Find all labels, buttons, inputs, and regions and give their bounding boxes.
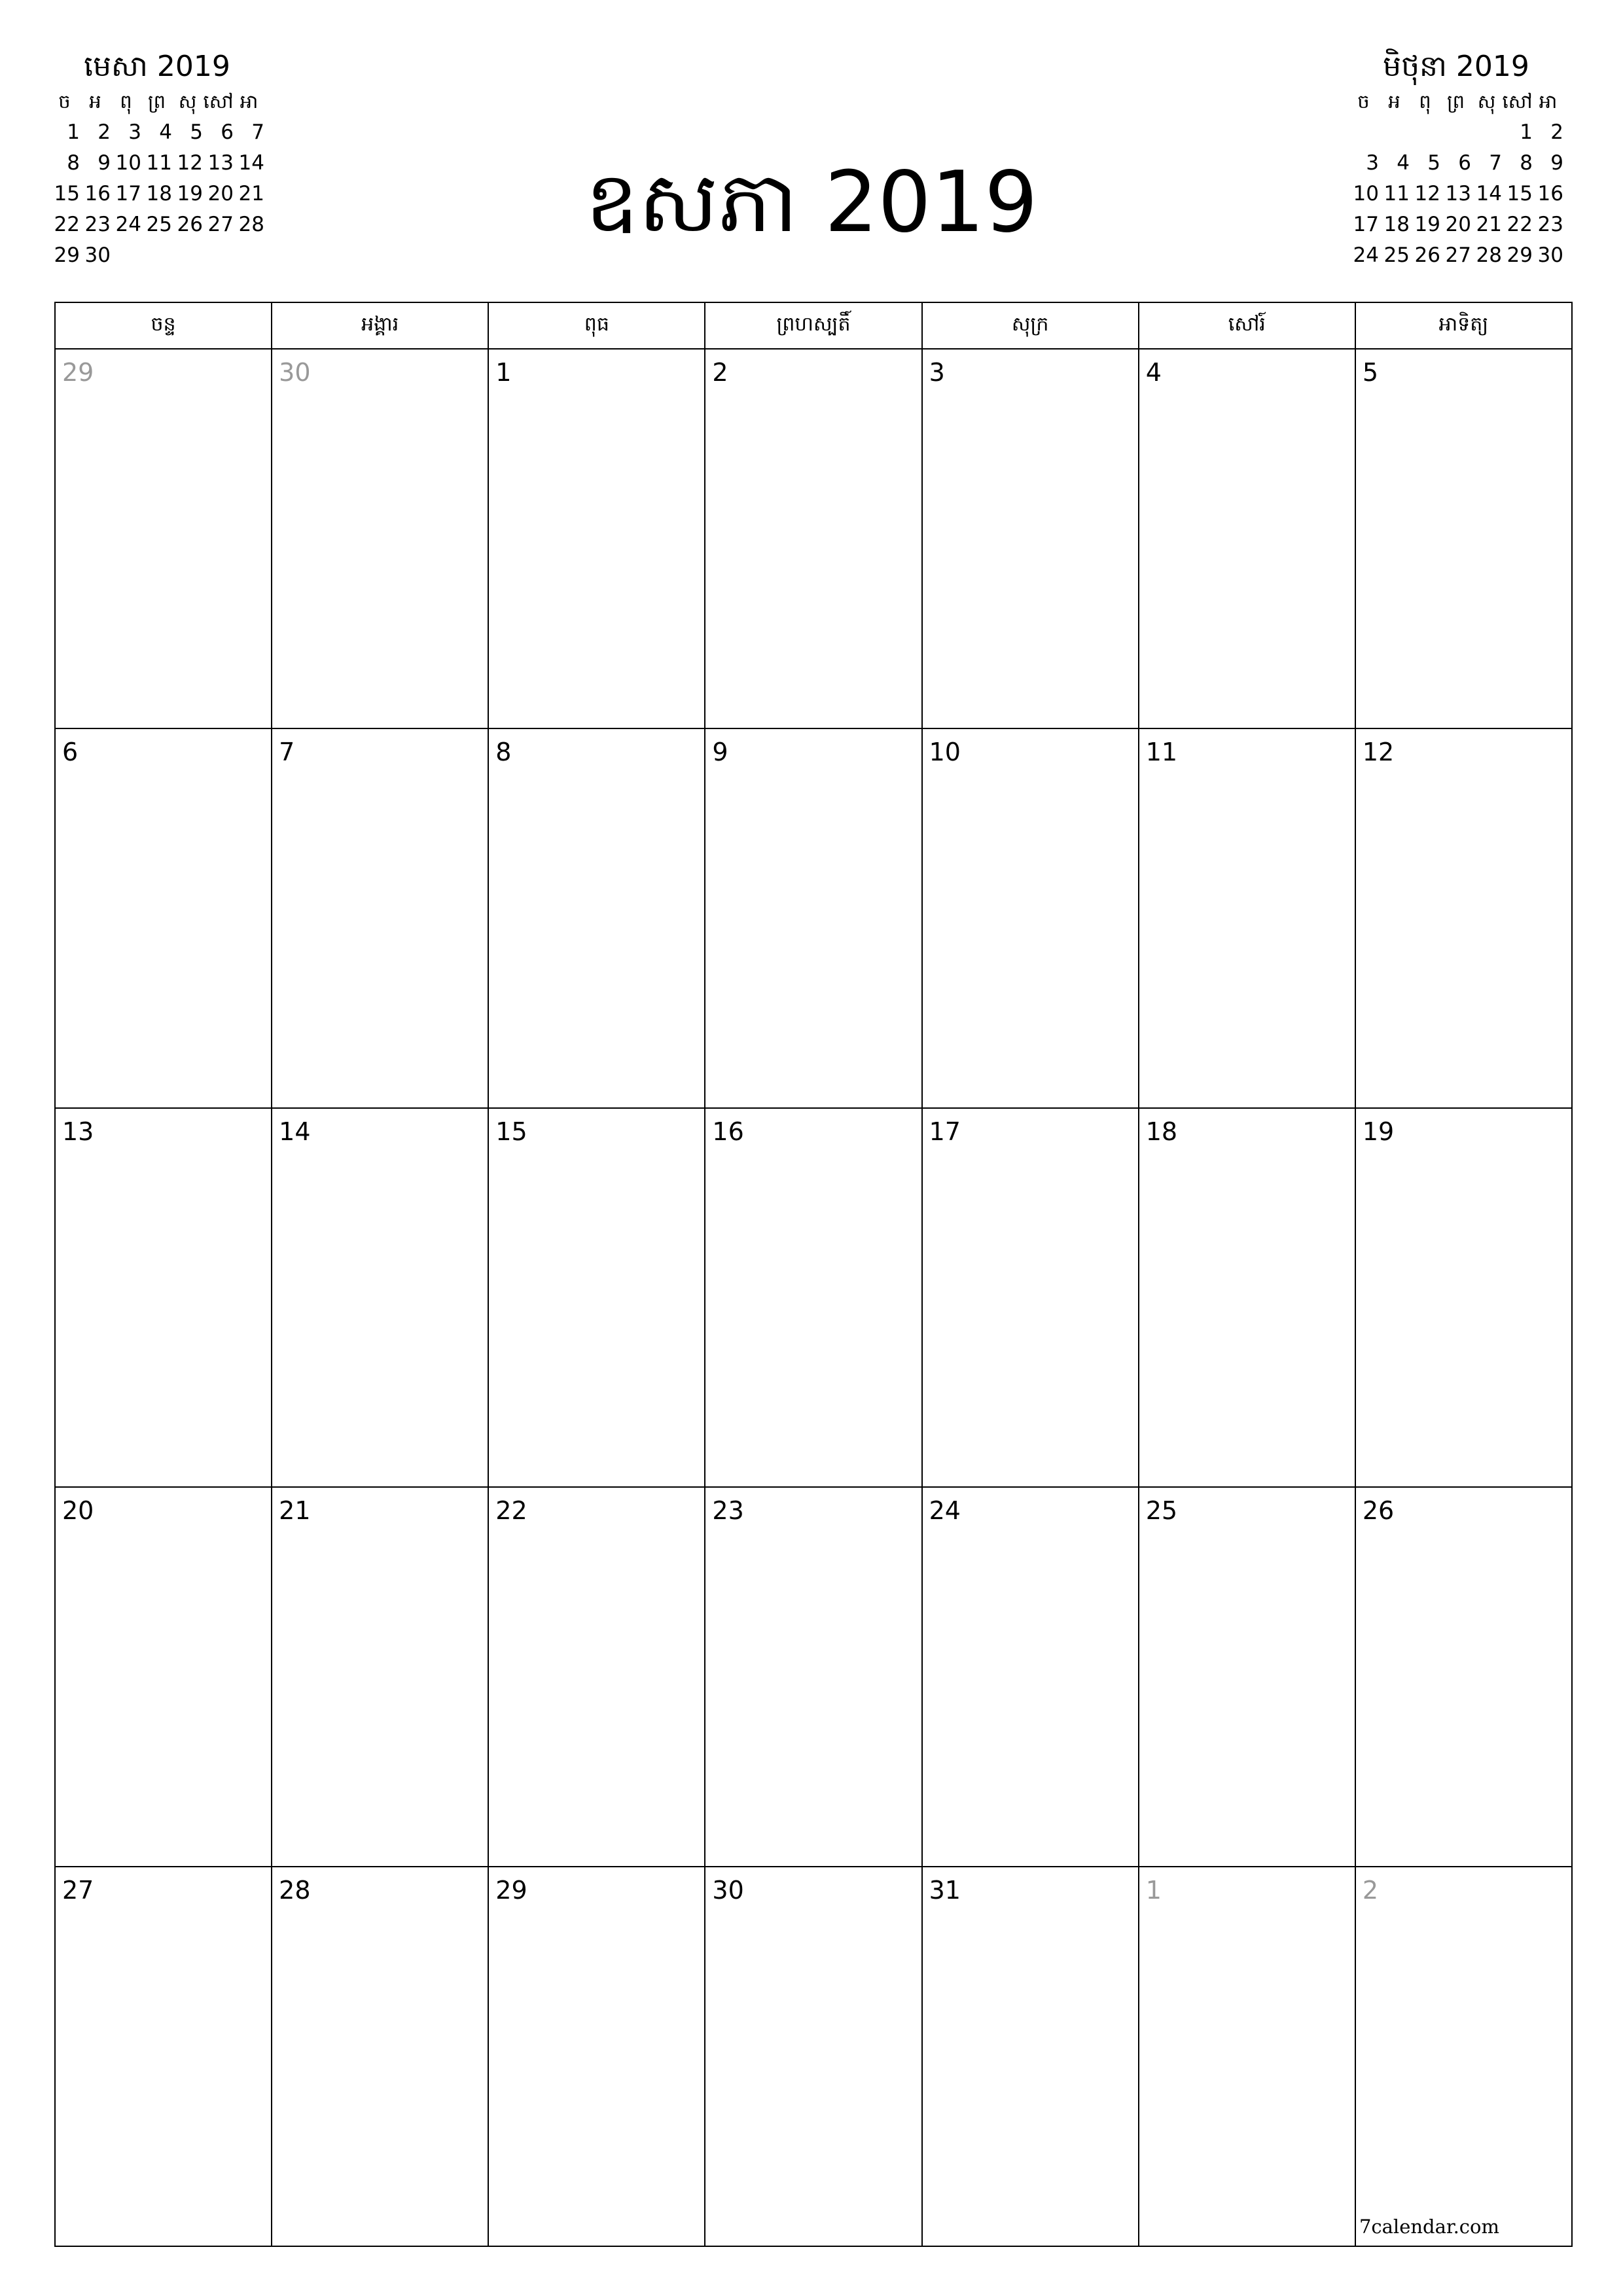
day-cell: [56, 350, 272, 729]
day-cell: [1139, 1109, 1356, 1488]
day-number: 22: [495, 1496, 527, 1526]
day-number: 1: [1145, 1876, 1162, 1905]
mini-day: 5: [190, 120, 203, 144]
page-title: ឧសភា 2019: [585, 154, 1038, 251]
day-cell: [272, 350, 489, 729]
mini-day: 25: [1383, 243, 1410, 267]
day-number: 17: [929, 1117, 961, 1146]
day-cell: [56, 729, 272, 1109]
day-cell: [489, 350, 705, 729]
day-cell: [1139, 1867, 1356, 2247]
day-number: 5: [1362, 358, 1379, 387]
mini-day: 24: [115, 213, 141, 236]
mini-day: 3: [1366, 151, 1379, 175]
day-number: 28: [279, 1876, 311, 1905]
mini-day: 29: [1507, 243, 1533, 267]
day-cell: [489, 1109, 705, 1488]
mini-day: 11: [146, 151, 172, 175]
mini-day: 7: [251, 120, 264, 144]
mini-day: 30: [1537, 243, 1563, 267]
mini-weekday-label: ព្រ: [147, 90, 166, 113]
mini-day: 14: [238, 151, 264, 175]
day-cell: [923, 350, 1139, 729]
day-number: 11: [1145, 737, 1178, 766]
day-cell: [705, 1867, 922, 2247]
mini-day: 29: [54, 243, 80, 267]
day-cell: [923, 729, 1139, 1109]
mini-day: 18: [146, 182, 172, 206]
day-number: 8: [495, 737, 512, 766]
mini-day: [1348, 117, 1379, 148]
day-number: 12: [1362, 737, 1395, 766]
day-cell: [923, 1488, 1139, 1867]
mini-weekday-label: អ: [89, 90, 101, 113]
day-number: 7: [279, 737, 295, 766]
day-number: 1: [495, 358, 512, 387]
day-number: 10: [929, 737, 961, 766]
footer-credit: 7calendar.com: [1359, 2215, 1499, 2238]
mini-day: 10: [1353, 182, 1379, 206]
day-number: 3: [929, 358, 945, 387]
day-number: 31: [929, 1876, 961, 1905]
day-cell: [705, 729, 922, 1109]
day-number: 24: [929, 1496, 961, 1526]
day-number: 30: [712, 1876, 744, 1905]
mini-day: 26: [177, 213, 203, 236]
day-number: 18: [1145, 1117, 1178, 1146]
mini-day: 24: [1353, 243, 1379, 267]
day-cell: [1139, 350, 1356, 729]
day-number: 29: [495, 1876, 527, 1905]
mini-day: 2: [1550, 120, 1563, 144]
day-cell: [923, 1867, 1139, 2247]
mini-day: 22: [1507, 213, 1533, 236]
day-number: 27: [62, 1876, 94, 1905]
mini-weekday-label: សៅ: [203, 90, 234, 113]
mini-calendar-title: មេសា 2019: [84, 50, 230, 83]
mini-weekday-label: អ: [1388, 90, 1400, 113]
mini-weekday-label: ច: [1357, 90, 1370, 113]
mini-day: 8: [67, 151, 80, 175]
mini-weekday-label: សុ: [178, 90, 197, 113]
day-cell: [272, 1867, 489, 2247]
day-cell: [1139, 729, 1356, 1109]
day-number: 6: [62, 737, 79, 766]
mini-weekday-label: អា: [240, 90, 259, 113]
mini-day: 1: [67, 120, 80, 144]
mini-day: 9: [1550, 151, 1563, 175]
day-number: 21: [279, 1496, 311, 1526]
mini-day: 13: [207, 151, 234, 175]
mini-day: 6: [221, 120, 234, 144]
mini-day: 19: [1414, 213, 1440, 236]
day-cell: [1356, 729, 1573, 1109]
day-cell: [489, 729, 705, 1109]
day-number: 2: [712, 358, 728, 387]
day-cell: [705, 350, 922, 729]
day-number: 13: [62, 1117, 94, 1146]
mini-weekday-label: ច: [58, 90, 71, 113]
mini-day: 16: [1537, 182, 1563, 206]
mini-day: 27: [1445, 243, 1471, 267]
mini-day: 17: [1353, 213, 1379, 236]
weekday-header: សុក្រ: [923, 303, 1139, 350]
day-number: 26: [1362, 1496, 1395, 1526]
mini-day: 28: [238, 213, 264, 236]
day-cell: [489, 1488, 705, 1867]
mini-weekday-label: សៅ: [1502, 90, 1533, 113]
day-cell: [1139, 1488, 1356, 1867]
day-cell: [272, 1488, 489, 1867]
mini-weekday-label: ពុ: [120, 90, 132, 113]
mini-day: 15: [1507, 182, 1533, 206]
day-number: 9: [712, 737, 728, 766]
mini-day: 23: [84, 213, 111, 236]
day-cell: [56, 1867, 272, 2247]
day-number: 25: [1145, 1496, 1178, 1526]
mini-day: 23: [1537, 213, 1563, 236]
month-grid: [54, 302, 1573, 2247]
mini-calendar-next-month: [1348, 47, 1564, 271]
weekday-header: អង្គារ: [272, 303, 489, 350]
mini-day: 16: [84, 182, 111, 206]
mini-day: 21: [238, 182, 264, 206]
mini-day: 30: [84, 243, 111, 267]
mini-day: 28: [1476, 243, 1502, 267]
mini-day: 7: [1489, 151, 1502, 175]
day-cell: [705, 1109, 922, 1488]
mini-weekday-label: សុ: [1477, 90, 1496, 113]
mini-day: 20: [1445, 213, 1471, 236]
day-cell: [272, 1109, 489, 1488]
day-number: 2: [1362, 1876, 1379, 1905]
day-cell: [1356, 1488, 1573, 1867]
day-number: 20: [62, 1496, 94, 1526]
mini-day: [1410, 117, 1440, 148]
mini-day: 18: [1383, 213, 1410, 236]
mini-day: 4: [1397, 151, 1410, 175]
day-number: 15: [495, 1117, 527, 1146]
mini-day: 6: [1458, 151, 1471, 175]
day-cell: [489, 1867, 705, 2247]
mini-day: 13: [1445, 182, 1471, 206]
mini-weekday-label: ព្រ: [1446, 90, 1465, 113]
mini-day: 1: [1520, 120, 1533, 144]
mini-day: 10: [115, 151, 141, 175]
day-cell: [56, 1488, 272, 1867]
mini-weekday-label: ពុ: [1419, 90, 1431, 113]
day-cell: [56, 1109, 272, 1488]
day-number: 16: [712, 1117, 744, 1146]
day-cell: [272, 729, 489, 1109]
mini-day: 26: [1414, 243, 1440, 267]
mini-day: 5: [1427, 151, 1440, 175]
mini-day: [1471, 117, 1502, 148]
weekday-header: សៅរ៍: [1139, 303, 1356, 350]
mini-day: 25: [146, 213, 172, 236]
mini-day: 15: [54, 182, 80, 206]
mini-calendar-title: មិថុនា 2019: [1383, 50, 1529, 83]
day-cell: [1356, 1867, 1573, 2247]
day-number: 19: [1362, 1117, 1395, 1146]
day-number: 14: [279, 1117, 311, 1146]
day-number: 4: [1145, 358, 1162, 387]
mini-weekday-label: អា: [1539, 90, 1558, 113]
mini-calendar-grid: [1348, 86, 1564, 271]
mini-day: 19: [177, 182, 203, 206]
mini-day: 22: [54, 213, 80, 236]
mini-day: 8: [1520, 151, 1533, 175]
day-cell: [1356, 350, 1573, 729]
mini-day: 11: [1383, 182, 1410, 206]
day-cell: [923, 1109, 1139, 1488]
day-number: 30: [279, 358, 311, 387]
weekday-header: ពុធ: [489, 303, 705, 350]
mini-day: [1440, 117, 1471, 148]
mini-day: 27: [207, 213, 234, 236]
mini-day: 14: [1476, 182, 1502, 206]
weekday-header: អាទិត្យ: [1356, 303, 1573, 350]
mini-day: [1379, 117, 1410, 148]
mini-day: 3: [128, 120, 141, 144]
mini-day: 4: [159, 120, 172, 144]
day-cell: [1356, 1109, 1573, 1488]
mini-day: 9: [98, 151, 111, 175]
mini-day: 12: [1414, 182, 1440, 206]
mini-day: 2: [98, 120, 111, 144]
mini-day: 21: [1476, 213, 1502, 236]
day-cell: [705, 1488, 922, 1867]
mini-day: 20: [207, 182, 234, 206]
day-number: 23: [712, 1496, 744, 1526]
mini-day: 12: [177, 151, 203, 175]
mini-day: 17: [115, 182, 141, 206]
weekday-header: ចន្ទ: [56, 303, 272, 350]
day-number: 29: [62, 358, 94, 387]
weekday-header: ព្រហស្បតិ៍: [705, 303, 922, 350]
